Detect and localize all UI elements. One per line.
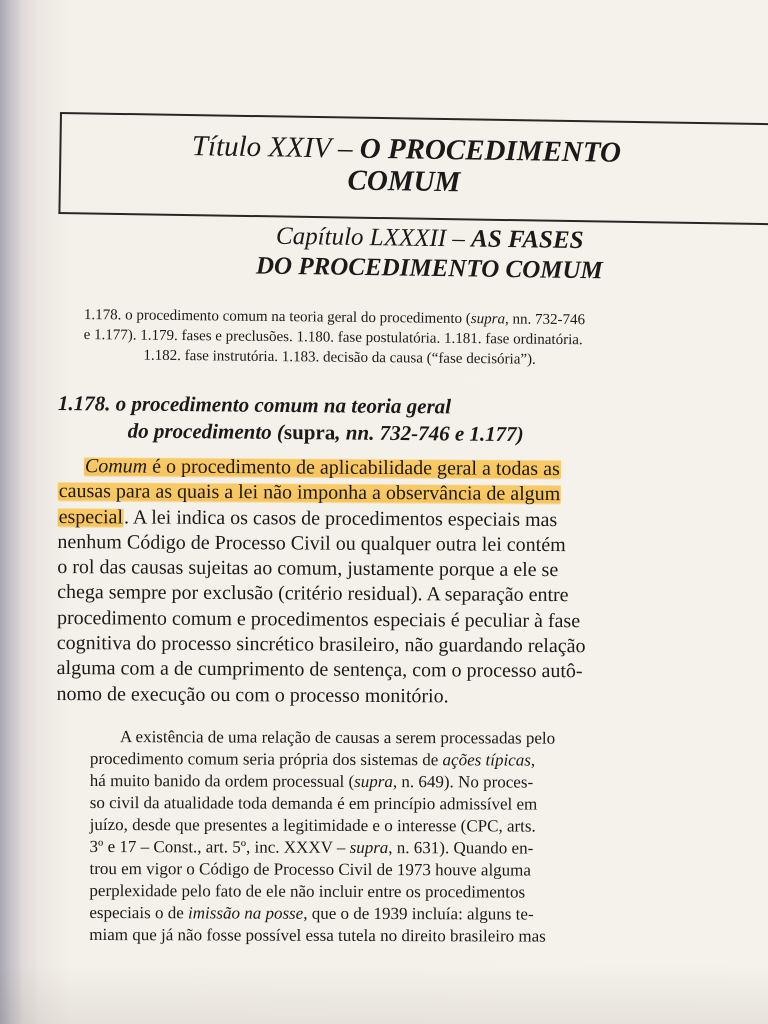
paragraph-line xyxy=(58,479,768,509)
note-text: , xyxy=(530,750,536,770)
highlighted-text xyxy=(84,455,561,480)
note-line xyxy=(89,902,729,926)
summary-line-3: 1.182. fase instrutória. 1.183. decisão da causa (“fase decisória”). xyxy=(143,347,536,368)
highlighted-emphasis: Comum xyxy=(84,455,148,478)
summary-text: 1.178. o procedimento comum na teoria geral do procedimento ( xyxy=(83,306,471,328)
note-line: trou em vigor o Código de Processo Civil de 1973 houve alguma xyxy=(89,858,532,880)
note-emphasis: imissão na posse xyxy=(187,903,304,923)
note-text: , n. 649). No proces- xyxy=(392,772,534,792)
note-text: , que o de 1939 incluía: alguns te- xyxy=(303,903,534,924)
section-heading xyxy=(58,390,718,450)
title-box xyxy=(58,112,768,225)
title-main-2: COMUM xyxy=(347,164,461,199)
note-emphasis: ações típicas xyxy=(442,750,531,770)
main-paragraph xyxy=(56,454,768,711)
paragraph-line: nenhum Código de Processo Civil ou qualquer outra lei contém xyxy=(57,530,566,556)
note-text: há muito banido da ordem processual ( xyxy=(89,770,355,791)
section-title: o procedimento comum na teoria geral xyxy=(115,391,452,419)
highlighted-part: é o procedimento de aplicabilidade geral a todas as xyxy=(147,455,560,481)
highlighted-text: causas para as quais a lei não imponha a observância de algum xyxy=(58,480,561,506)
summary-emphasis: supra xyxy=(470,311,506,328)
note-line: so civil da atualidade toda demanda é em princípio admissível em xyxy=(89,792,538,814)
note-line: juízo, desde que presentes a legitimidade e o interesse (CPC, arts. xyxy=(89,814,536,836)
note-text: especiais o de xyxy=(89,902,189,923)
title-prefix: Título XXIV – xyxy=(191,130,360,165)
paragraph-line: chega sempre por exclusão (critério residual). A separação entre xyxy=(57,581,569,607)
paragraph-line: o rol das causas sujeitas ao comum, justamente porque a ele se xyxy=(57,556,559,582)
paragraph-line: procedimento comum e procedimentos especiais é peculiar à fase xyxy=(56,606,581,632)
chapter-main-2: DO PROCEDIMENTO COMUM xyxy=(255,252,603,285)
chapter-main: AS FASES xyxy=(470,225,584,255)
page-binding-edge xyxy=(0,0,22,1024)
section-title-part: do procedimento ( xyxy=(127,418,285,444)
section-title-part: supra xyxy=(283,419,336,445)
summary-text: , nn. 732-746 xyxy=(504,311,586,329)
note-line: miam que já não fosse possível essa tutela no direito brasileiro mas xyxy=(89,924,546,946)
highlighted-text: especial xyxy=(58,505,124,528)
section-number: 1.178. xyxy=(57,390,111,416)
paragraph-line: nomo de execução ou com o processo monitório. xyxy=(56,682,449,708)
note-text: procedimento comum seria própria dos sistemas de xyxy=(89,748,443,770)
note-text: 3º e 17 – Const., art. 5º, inc. XXXV – xyxy=(89,836,350,857)
note-line: A existência de uma relação de causas a serem processadas pelo xyxy=(119,727,556,748)
summary-line-2: e 1.177). 1.179. fases e preclusões. 1.180. fase postulatória. 1.181. fase ordinatória. xyxy=(83,326,583,349)
chapter-summary xyxy=(83,305,754,372)
title-main: O PROCEDIMENTO xyxy=(359,132,622,169)
paragraph-line: cognitiva do processo sincrético brasileiro, não guardando relação xyxy=(56,632,586,658)
note-line: perplexidade pelo fato de ele não incluir entre os procedimentos xyxy=(89,880,526,902)
note-emphasis: supra xyxy=(354,771,393,792)
note-text: , n. 631). Quando en- xyxy=(388,838,534,858)
note-line xyxy=(90,770,730,794)
section-heading-line-2 xyxy=(58,417,718,450)
note-line xyxy=(90,748,730,772)
section-title-part: , nn. 732-746 e 1.177) xyxy=(335,420,524,447)
chapter-line-2 xyxy=(149,250,709,288)
paragraph-line: alguma com a de cumprimento de sentença, com o processo autô- xyxy=(56,657,583,683)
note-emphasis: supra xyxy=(349,837,389,858)
chapter-heading xyxy=(149,220,710,288)
note-paragraph xyxy=(89,726,730,948)
page-bottom-shadow xyxy=(0,964,768,1024)
chapter-prefix: Capítulo LXXXII – xyxy=(275,222,472,253)
paragraph-text: . A lei indica os casos de procedimentos especiais mas xyxy=(123,505,558,531)
note-line xyxy=(90,836,730,860)
